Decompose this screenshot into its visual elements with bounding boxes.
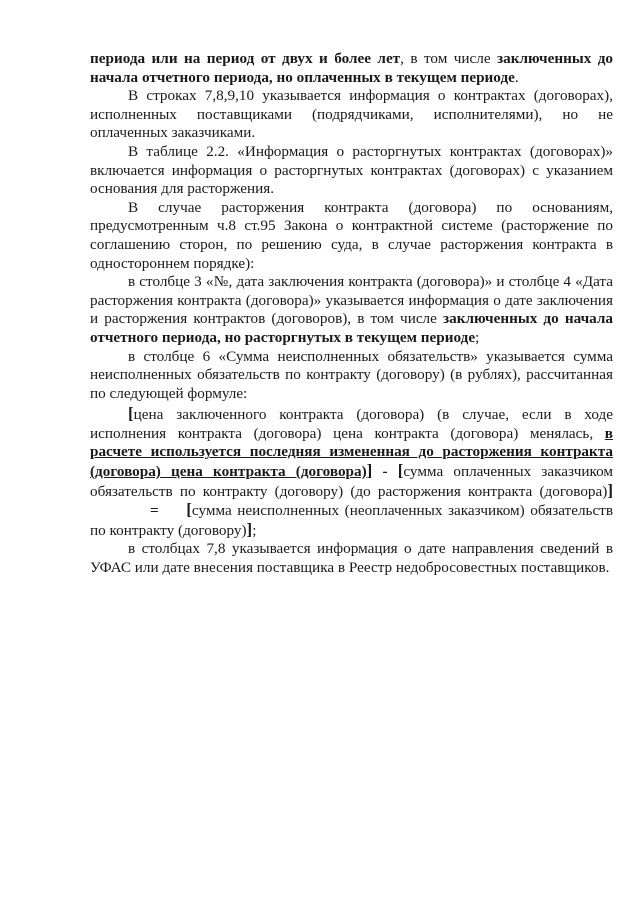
text: ; — [475, 328, 480, 346]
bold-text: периода или на период от двух и более лет — [90, 50, 401, 67]
bracket-close: ] — [246, 519, 253, 539]
formula-paid-amount: сумма оплаченных заказчиком обязательств по контракту (договору) (до расторжения контракта (договора) — [90, 463, 614, 500]
paragraph-column-6: в столбце 6 «Сумма неисполненных обязательств» указывается сумма неисполненных обязательств по контракту (договору) (в рублях), рассчитанная по следующей формуле: — [90, 347, 613, 402]
document-page — [90, 50, 613, 578]
bracket-open: [ — [186, 500, 192, 520]
formula-underlined-note: в расчете используется последняя измененная до расторжения контракта (договора) цена контракта (договора) — [90, 424, 613, 481]
formula-contract-price: цена заключенного контракта (договора) (в случае, если в ходе исполнения контракта (договора) цена контракта (договора) менялась, — [90, 406, 613, 442]
text: ; — [252, 521, 257, 539]
bracket-close: ] — [607, 480, 613, 500]
paragraph-columns-7-8: в столбцах 7,8 указывается информация о дате направления сведений в УФАС или дате внесения поставщика в Реестр недобросовестных поставщиков. — [90, 540, 613, 577]
bracket-open: [ — [397, 461, 404, 481]
text: , в том числе — [400, 50, 498, 67]
paragraph-table-2-2: В таблице 2.2. «Информация о расторгнутых контрактах (договорах)» включается информация о расторгнутых контрактах (договорах) с указанием основания для расторжения. — [90, 142, 613, 198]
bracket-open: [ — [128, 404, 134, 424]
bold-text: заключенных до начала отчетного периода, но оплаченных в текущем периоде — [90, 50, 614, 86]
paragraph-period — [90, 50, 613, 87]
paragraph-rows-7-10: В строках 7,8,9,10 указывается информация о контрактах (договорах), исполненных поставщиками (подрядчиками, исполнителями), но не оплаченных заказчиками. — [90, 87, 613, 142]
formula-unfulfilled-amount: сумма неисполненных (неоплаченных заказчиком) обязательств по контракту (договору) — [90, 502, 613, 539]
formula-minus: - — [372, 463, 398, 481]
bracket-close: ] — [366, 461, 373, 481]
bold-text: заключенных до начала отчетного периода, но расторгнутых в текущем периоде — [90, 310, 613, 346]
paragraph-formula — [90, 405, 613, 540]
paragraph-columns-3-4 — [90, 273, 613, 347]
text: в столбце 3 «№, дата заключения контракта (договора)» и столбце 4 «Дата расторжения контракта (договора)» указывается информация о дате заключения и расторжения контрактов (договоров), в том числе — [90, 273, 613, 328]
paragraph-termination-case: В случае расторжения контракта (договора) по основаниям, предусмотренным ч.8 ст.95 Закона о контрактной системе (расторжение по соглашению сторон, по решению суда, в случае расторжения контракта в одностороннем порядке): — [90, 198, 613, 272]
text: . — [514, 68, 519, 86]
formula-equals: = — [150, 502, 159, 520]
